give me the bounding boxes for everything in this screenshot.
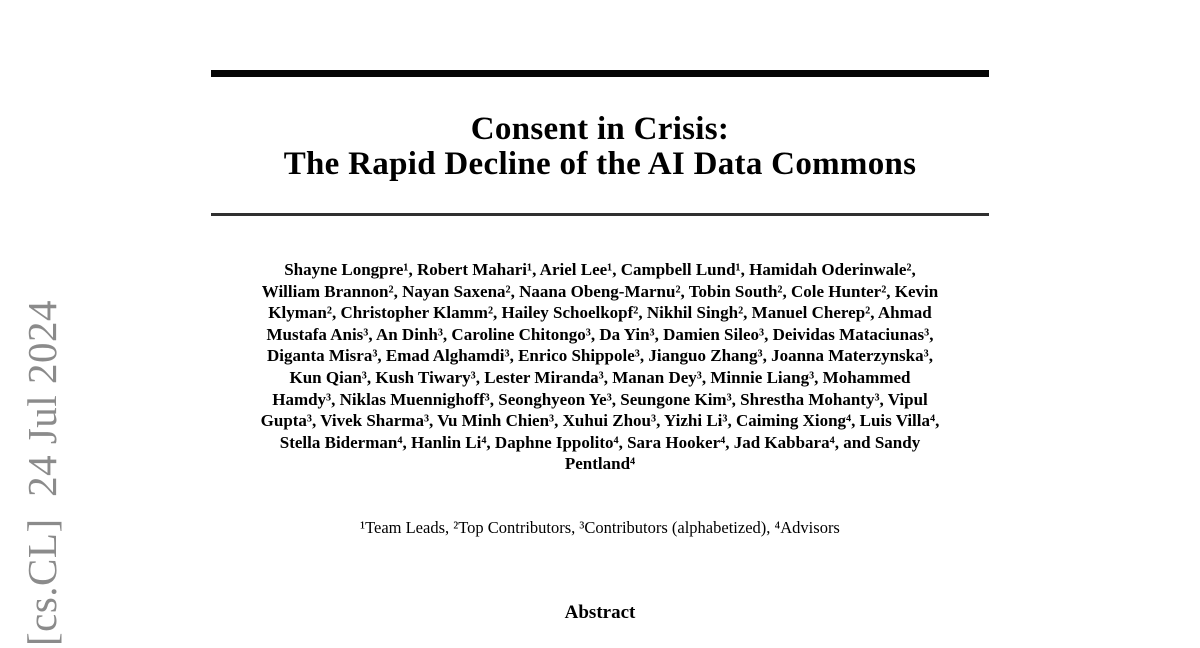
paper-title-line1: Consent in Crisis: [470, 111, 730, 147]
author-line: Mustafa Anis³, An Dinh³, Caroline Chitongo³, Da Yin³, Damien Sileo³, Deividas Mataciunas³, [266, 324, 934, 344]
affiliations-line: ¹Team Leads, ²Top Contributors, ³Contributors (alphabetized), ⁴Advisors [360, 517, 840, 537]
paper-content [211, 70, 989, 624]
author-line: Pentland⁴ [564, 454, 636, 474]
abstract-heading: Abstract [564, 601, 636, 623]
author-line: Stella Biderman⁴, Hanlin Li⁴, Daphne Ippolito⁴, Sara Hooker⁴, Jad Kabbara⁴, and Sandy [279, 432, 921, 452]
title-rule-top [211, 70, 989, 77]
author-line: Gupta³, Vivek Sharma³, Vu Minh Chien³, Xuhui Zhou³, Yizhi Li³, Caiming Xiong⁴, Luis Villa⁴, [260, 411, 940, 431]
author-line: Kun Qian³, Kush Tiwary³, Lester Miranda³, Manan Dey³, Minnie Liang³, Mohammed [289, 367, 911, 387]
paper-title-line2: The Rapid Decline of the AI Data Commons [283, 146, 917, 182]
author-line: Shayne Longpre¹, Robert Mahari¹, Ariel Lee¹, Campbell Lund¹, Hamidah Oderinwale², [284, 260, 916, 279]
author-line: Klyman², Christopher Klamm², Hailey Schoelkopf², Nikhil Singh², Manuel Cherep², Ahmad [268, 303, 932, 323]
author-line: Hamdy³, Niklas Muennighoff³, Seonghyeon Ye³, Seungone Kim³, Shrestha Mohanty³, Vipul [272, 389, 928, 409]
author-block [211, 259, 989, 475]
title-rule-bottom [211, 213, 989, 216]
author-line: William Brannon², Nayan Saxena², Naana Obeng-Marnu², Tobin South², Cole Hunter², Kevin [261, 281, 939, 301]
arxiv-sidebar-stamp: [cs.CL] 24 Jul 2024 [19, 300, 65, 646]
author-line: Diganta Misra³, Emad Alghamdi³, Enrico Shippole³, Jianguo Zhang³, Joanna Materzynska³, [267, 346, 933, 366]
paper-title [211, 112, 989, 182]
